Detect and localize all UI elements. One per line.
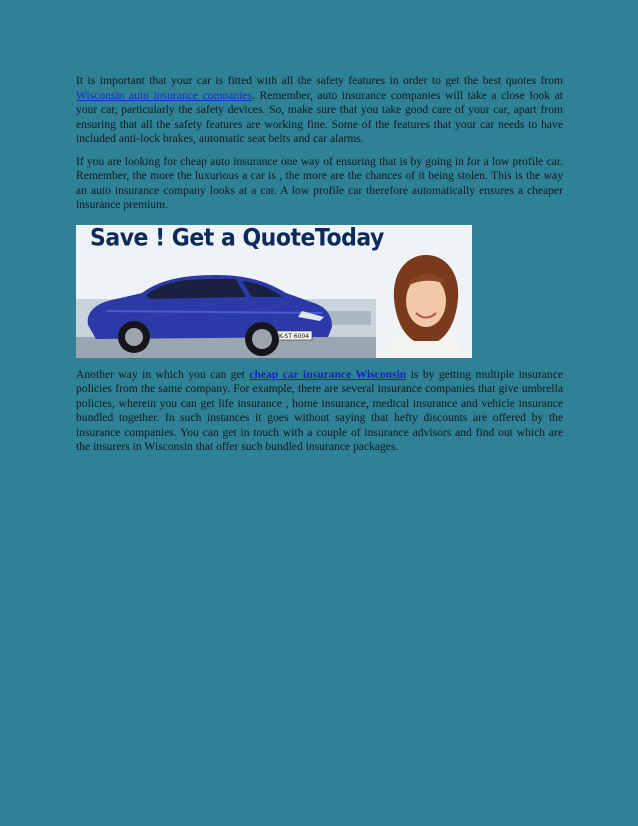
paragraph-text: It is important that your car is fitted with all the safety features in order to get the best quotes from xyxy=(76,74,563,87)
link-cheap-car-insurance-wisconsin[interactable]: cheap car insurance Wisconsin xyxy=(249,367,407,381)
banner-title: Save ! Get a QuoteToday xyxy=(90,224,384,252)
paragraph-text: Another way in which you can get xyxy=(76,367,250,381)
link-wisconsin-auto-insurance-companies[interactable]: Wisconsin auto insurance companies xyxy=(76,88,253,102)
quote-banner-image[interactable] xyxy=(76,225,472,358)
license-plate-text: K-ST 6004 xyxy=(278,332,310,340)
paragraph-safety-features xyxy=(76,74,563,147)
paragraph-text: is by getting multiple insurance policies from the same company. For example, there are several insurance companies that give umbrella policies, wherein you can get life insurance , home insurance, medical insurance and vehicle insurance bundled together. In such instances it goes without saying that hefty discounts are offered by the insurance companies. You can get in touch with a couple of insurance advisors and find out which are the insurers in Wisconsin that offer such bundled insurance packages. xyxy=(76,367,563,453)
paragraph-text: . Remember, auto insurance companies will take a close look at your car, particularly the safety devices. So, make sure that you take good care of your car, apart from ensuring that all the safety features are working fine. Some of the features that your car needs to have included anti-lock brakes, automatic seat belts and car alarms. xyxy=(76,88,564,145)
document-body xyxy=(76,74,563,463)
paragraph-low-profile-car: If you are looking for cheap auto insurance one way of ensuring that is by going in for a low profile car. Remember, the more the luxurious a car is , the more are the chances of it being stolen. This is the way an auto insurance company looks at a car. A low profile car therefore automatically ensures a cheaper insurance premium. xyxy=(76,154,563,211)
paragraph-multiple-policies xyxy=(76,368,563,455)
